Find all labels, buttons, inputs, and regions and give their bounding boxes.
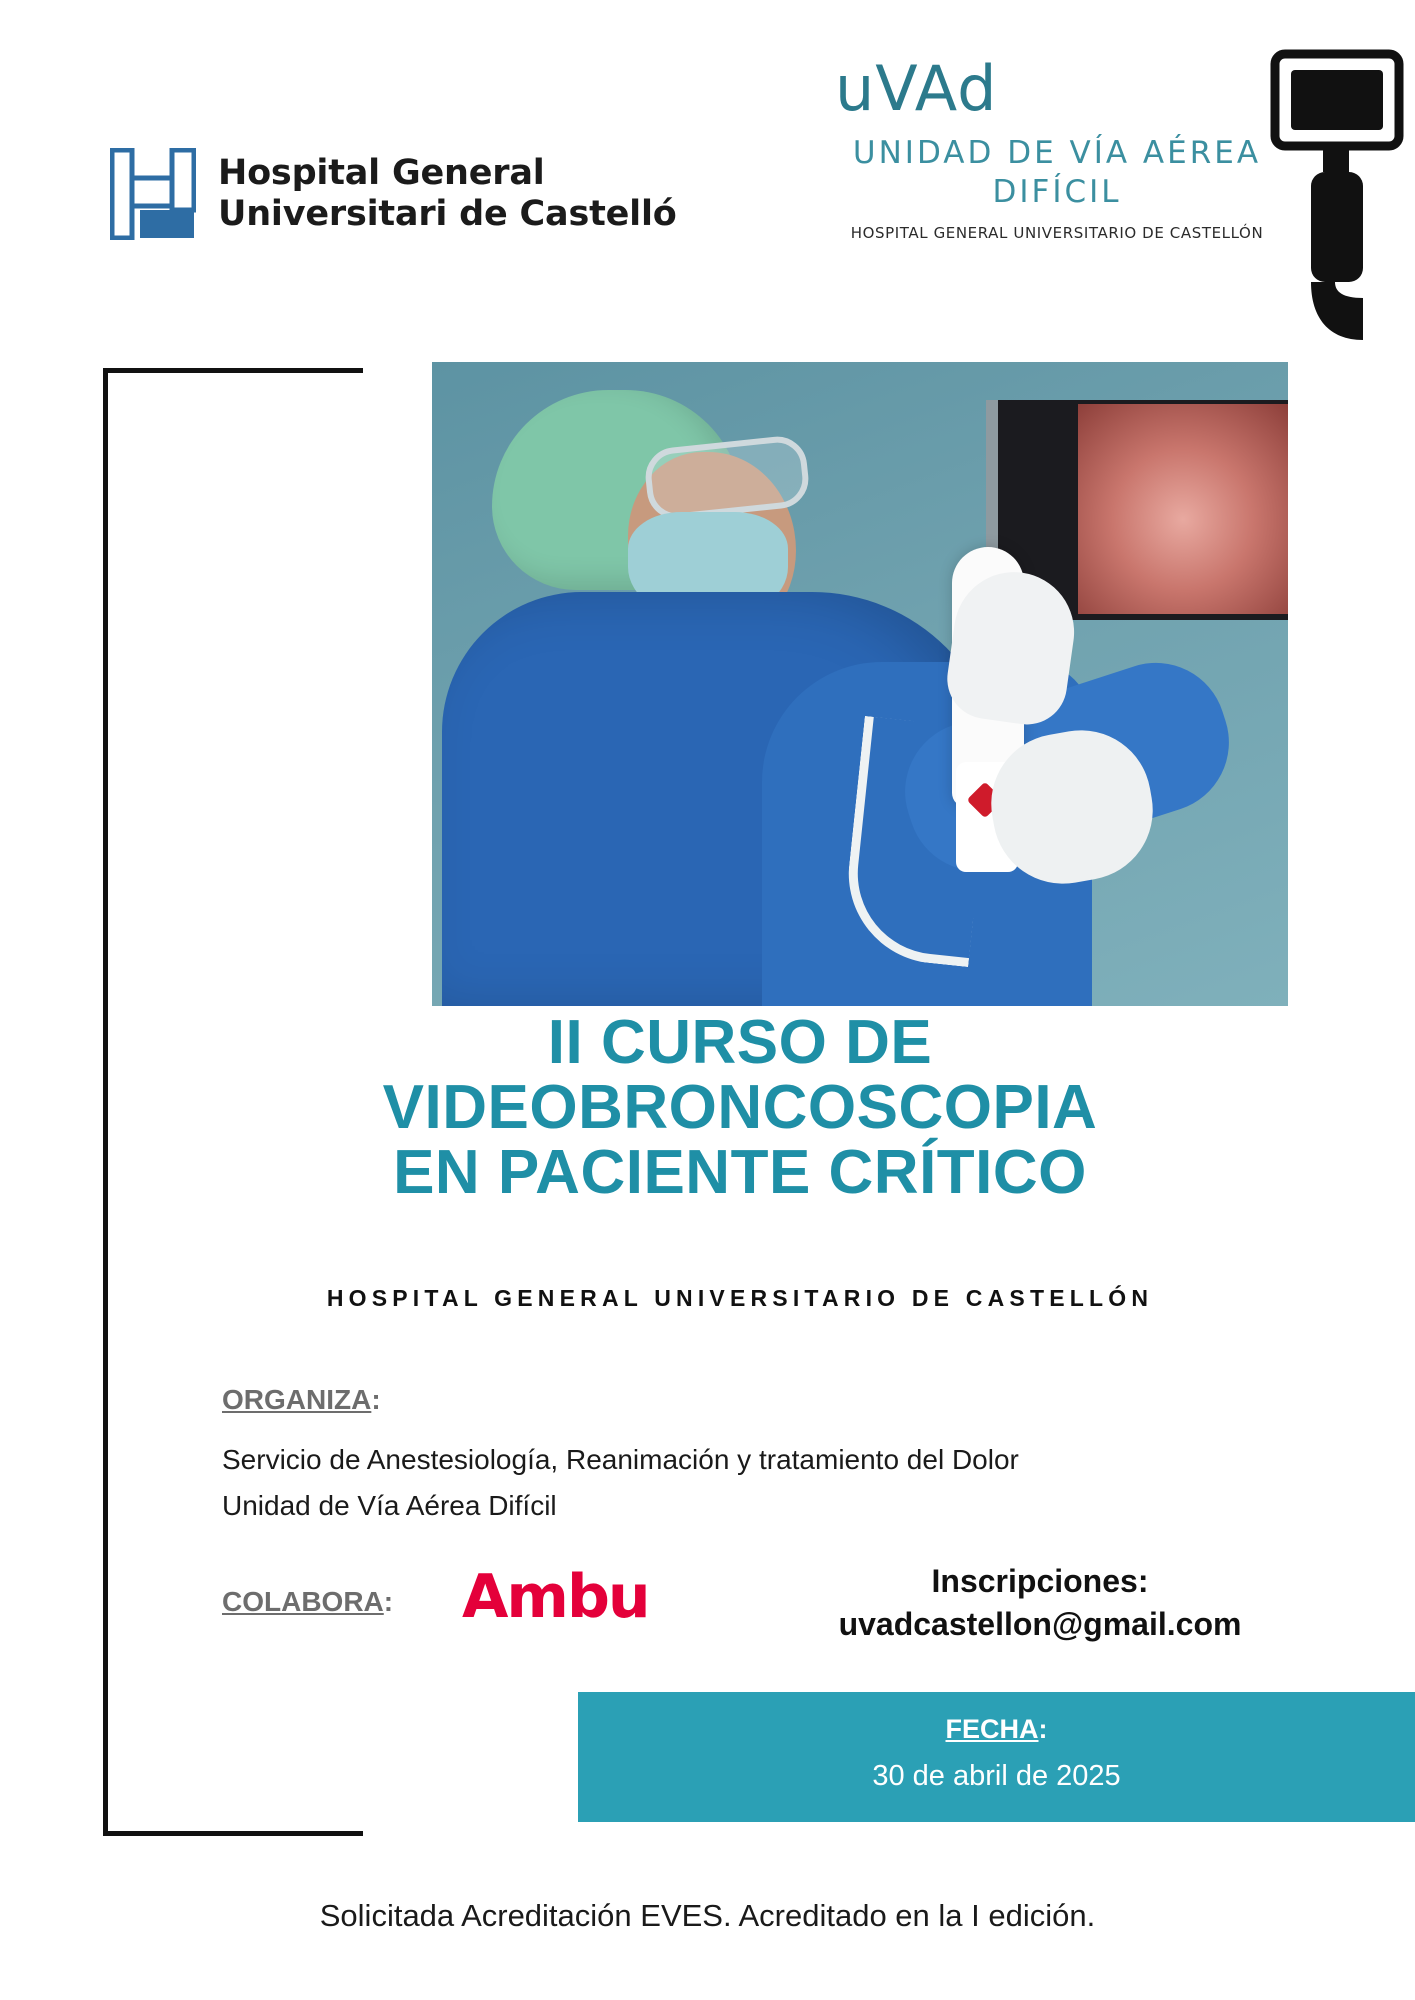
uvad-subtitle-line2: DIFÍCIL <box>992 173 1122 210</box>
page-title-line1: II CURSO DE <box>547 1008 933 1077</box>
page-title-line3: EN PACIENTE CRÍTICO <box>393 1138 1087 1208</box>
page-subtitle: HOSPITAL GENERAL UNIVERSITARIO DE CASTELLÓN <box>326 1285 1154 1311</box>
fecha-label <box>578 1714 1415 1745</box>
fecha-label-text: FECHA <box>945 1714 1039 1744</box>
uvad-subtitle <box>817 134 1297 212</box>
colabora-label-text: COLABORA <box>222 1586 384 1617</box>
inscripciones-email[interactable]: uvadcastellon@gmail.com <box>838 1606 1242 1643</box>
uvad-subtitle-line1: UNIDAD DE VÍA AÉREA <box>852 135 1262 171</box>
organiza-colon: : <box>371 1384 381 1415</box>
fecha-band <box>578 1692 1415 1822</box>
poster-header <box>0 0 1415 360</box>
page-title-line2: VIDEOBRONCOSCOPIA <box>382 1073 1098 1143</box>
organiza-line1: Servicio de Anestesiología, Reanimación y tratamiento del Dolor <box>222 1444 1019 1475</box>
organiza-label-text: ORGANIZA <box>222 1384 372 1415</box>
fecha-colon: : <box>1038 1714 1048 1744</box>
organiza-line2: Unidad de Vía Aérea Difícil <box>222 1490 557 1521</box>
hospital-logo-text <box>218 153 677 236</box>
organiza-label <box>222 1384 381 1416</box>
course-photo <box>432 362 1288 1006</box>
uvad-title: uVAd <box>835 52 998 125</box>
hospital-logo-line2: Universitari de Castelló <box>218 194 677 234</box>
decorative-bracket-gap <box>355 600 369 1080</box>
uvad-logo <box>817 52 1297 242</box>
accreditation-note: Solicitada Acreditación EVES. Acreditado en la I edición. <box>319 1898 1096 1933</box>
hospital-logo-line1: Hospital General <box>218 152 545 193</box>
colabora-label <box>222 1586 393 1618</box>
colabora-colon: : <box>383 1586 394 1617</box>
inscripciones-label: Inscripciones: <box>931 1563 1149 1599</box>
fecha-value: 30 de abril de 2025 <box>872 1760 1121 1792</box>
ambu-logo: Ambu <box>462 1562 649 1632</box>
videolaryngoscope-icon <box>1267 48 1407 348</box>
photo-monitor-image <box>1078 404 1288 614</box>
hospital-logo <box>110 148 677 240</box>
page-title <box>180 1008 1300 1208</box>
inscripciones-block <box>760 1560 1320 1646</box>
hospital-logo-icon <box>110 148 196 240</box>
uvad-hospital-line: HOSPITAL GENERAL UNIVERSITARIO DE CASTELLÓN <box>850 223 1264 242</box>
